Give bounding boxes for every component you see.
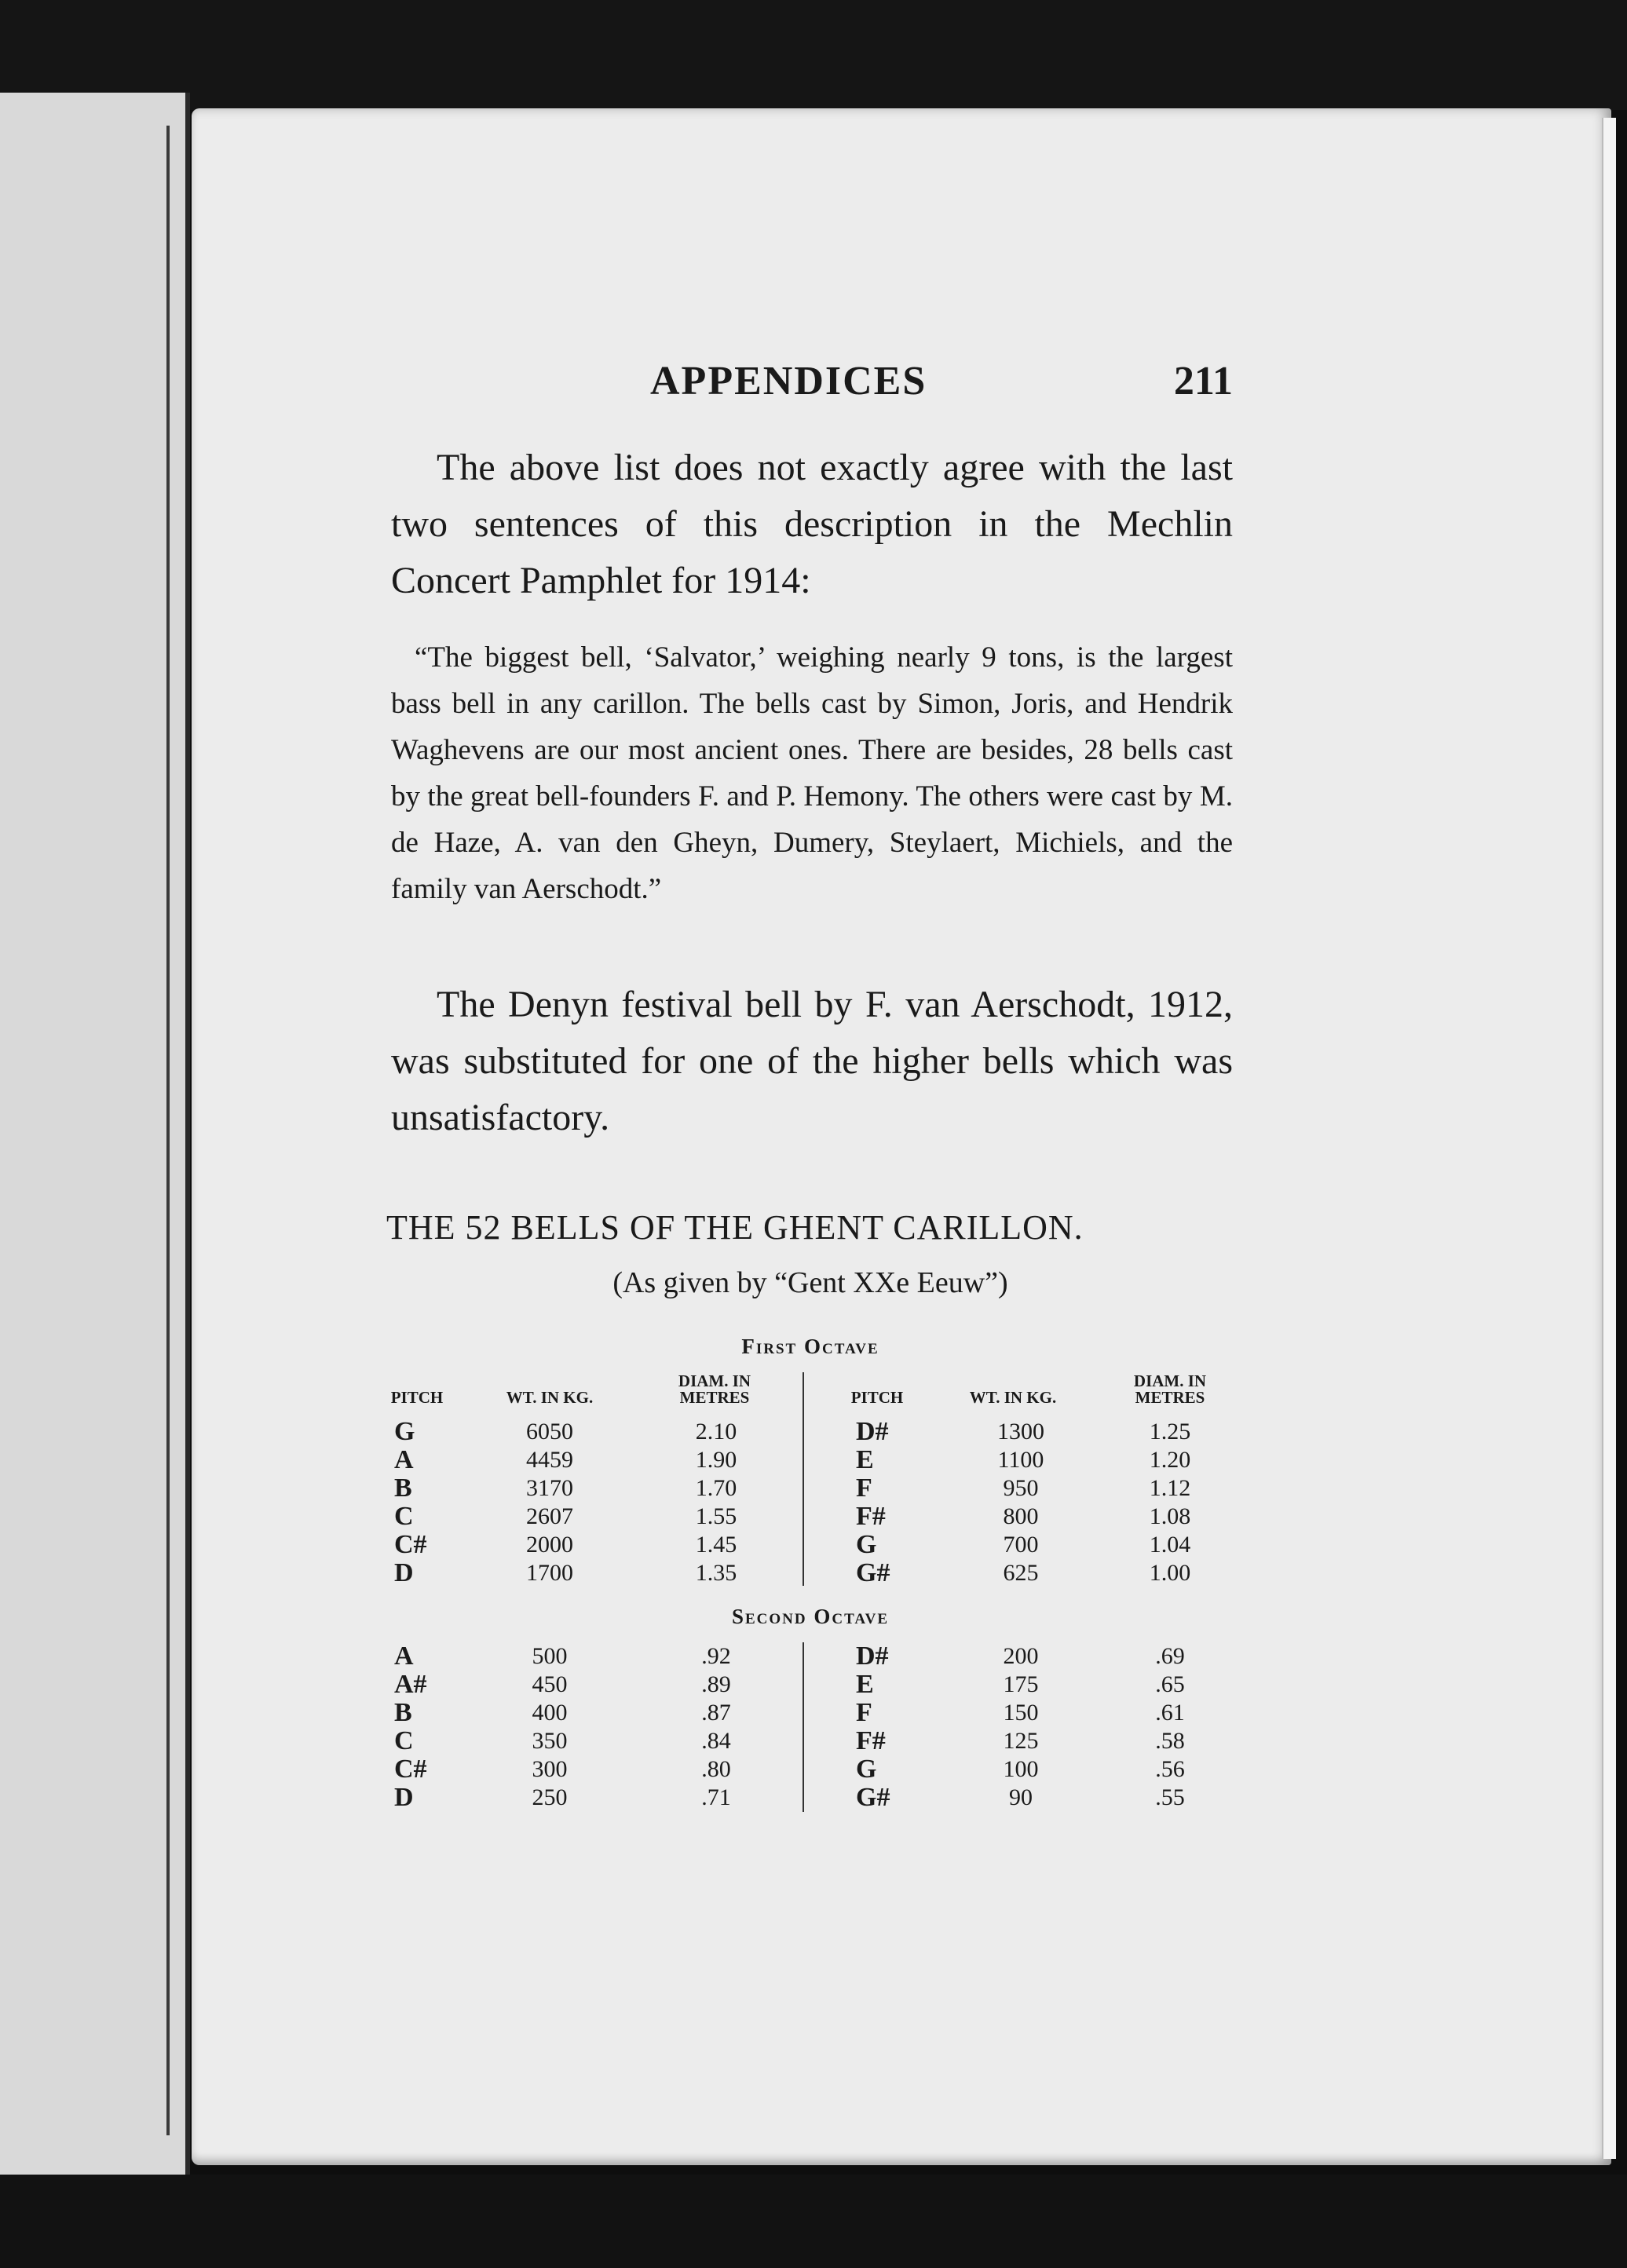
running-header-title: APPENDICES — [650, 359, 927, 404]
paragraph-denyn — [391, 977, 1233, 1146]
facing-page-edge — [0, 93, 190, 2181]
table-cell-diameter: .84 — [701, 1728, 731, 1754]
table-cell-diameter: 2.10 — [695, 1419, 737, 1444]
table-cell-weight: 450 — [532, 1671, 568, 1697]
table-cell-pitch: C# — [394, 1530, 427, 1559]
table-cell-weight: 90 — [1009, 1784, 1033, 1810]
table-cell-pitch: A — [394, 1642, 414, 1671]
column-header-weight: WT. IN KG. — [506, 1388, 594, 1407]
octave-label-second: Second Octave — [731, 1605, 890, 1628]
table-cell-pitch: E — [856, 1445, 874, 1474]
table-cell-diameter: 1.55 — [695, 1503, 737, 1529]
table-cell-diameter: 1.04 — [1149, 1532, 1191, 1558]
table-cell-diameter: 1.70 — [695, 1475, 737, 1501]
table-cell-diameter: .80 — [701, 1756, 731, 1782]
table-cell-pitch: A# — [394, 1670, 427, 1699]
page-fore-edge — [1602, 118, 1616, 2159]
table-cell-pitch: D# — [856, 1642, 889, 1671]
table-cell-weight: 950 — [1003, 1475, 1039, 1501]
column-header-weight: WT. IN KG. — [969, 1388, 1057, 1407]
table-cell-diameter: .89 — [701, 1671, 731, 1697]
page-number: 211 — [1173, 359, 1233, 404]
running-header — [391, 358, 1233, 413]
table-cell-weight: 3170 — [526, 1475, 573, 1501]
table-cell-weight: 4459 — [526, 1447, 573, 1473]
table-cell-weight: 175 — [1003, 1671, 1039, 1697]
table-cell-pitch: B — [394, 1698, 412, 1727]
table-cell-weight: 300 — [532, 1756, 568, 1782]
paragraph-intro — [391, 440, 1233, 609]
table-cell-pitch: G# — [856, 1558, 890, 1587]
table-cell-diameter: 1.25 — [1149, 1419, 1191, 1444]
table-cell-weight: 200 — [1003, 1643, 1039, 1669]
table-cell-weight: 100 — [1003, 1756, 1039, 1782]
table-cell-diameter: .58 — [1155, 1728, 1185, 1754]
column-divider — [803, 1372, 804, 1586]
gutter-line — [166, 126, 170, 2135]
table-cell-diameter: 1.35 — [695, 1560, 737, 1586]
table-cell-diameter: 1.20 — [1149, 1447, 1191, 1473]
table-cell-weight: 150 — [1003, 1700, 1039, 1726]
table-cell-pitch: G — [394, 1417, 415, 1446]
table-cell-diameter: .55 — [1155, 1784, 1185, 1810]
table-cell-pitch: F — [856, 1698, 872, 1727]
table-cell-pitch: F# — [856, 1726, 886, 1755]
table-cell-weight: 250 — [532, 1784, 568, 1810]
block-quote — [391, 634, 1233, 912]
table-cell-diameter: .87 — [701, 1700, 731, 1726]
table-cell-diameter: .56 — [1155, 1756, 1185, 1782]
table-cell-weight: 1300 — [997, 1419, 1044, 1444]
table-cell-pitch: C — [394, 1726, 414, 1755]
table-cell-pitch: D — [394, 1558, 414, 1587]
table-cell-pitch: C# — [394, 1755, 427, 1784]
octave-label-first: First Octave — [741, 1335, 879, 1358]
table-cell-diameter: 1.08 — [1149, 1503, 1191, 1529]
table-cell-diameter: 1.90 — [695, 1447, 737, 1473]
table-cell-weight: 700 — [1003, 1532, 1039, 1558]
table-cell-weight: 125 — [1003, 1728, 1039, 1754]
table-cell-weight: 625 — [1003, 1560, 1039, 1586]
column-header-diameter: DIAM. IN METRES — [1133, 1371, 1207, 1407]
column-header-pitch: PITCH — [850, 1388, 904, 1407]
table-cell-weight: 1700 — [526, 1560, 573, 1586]
column-header-diameter: DIAM. IN METRES — [678, 1371, 751, 1407]
table-cell-diameter: .61 — [1155, 1700, 1185, 1726]
table-title: THE 52 BELLS OF THE GHENT CARILLON. — [386, 1208, 1084, 1247]
table-cell-pitch: D# — [856, 1417, 889, 1446]
table-cell-diameter: .92 — [701, 1643, 731, 1669]
paragraph-intro-text: The above list does not exactly agree with the last two sentences of this description in the Mechlin Concert Pamphlet for 1914: — [391, 447, 1233, 601]
table-cell-pitch: G — [856, 1530, 877, 1559]
table-cell-pitch: G — [856, 1755, 877, 1784]
table-cell-pitch: C — [394, 1502, 414, 1531]
table-cell-weight: 500 — [532, 1643, 568, 1669]
table-cell-weight: 400 — [532, 1700, 568, 1726]
table-cell-weight: 6050 — [526, 1419, 573, 1444]
table-cell-pitch: A — [394, 1445, 414, 1474]
block-quote-text: “The biggest bell, ‘Salvator,’ weighing nearly 9 tons, is the largest bass bell in any carillon. The bells cast by Simon, Joris, and Hendrik Waghevens are our most ancient ones. There are besides, 28 bells cast by the great bell-founders F. and P. Hemony. The others were cast by M. de Haze, A. van den Gheyn, Dumery, Steylaert, Michiels, and the family van Aerschodt.” — [391, 641, 1233, 905]
column-header-pitch: PITCH — [390, 1388, 444, 1407]
scan-background-bottom — [0, 2175, 1627, 2268]
table-cell-weight: 2607 — [526, 1503, 573, 1529]
table-cell-diameter: .69 — [1155, 1643, 1185, 1669]
table-cell-weight: 1100 — [997, 1447, 1044, 1473]
table-cell-pitch: D — [394, 1783, 414, 1812]
table-cell-pitch: E — [856, 1670, 874, 1699]
table-subtitle: (As given by “Gent XXe Eeuw”) — [612, 1266, 1008, 1299]
table-cell-weight: 2000 — [526, 1532, 573, 1558]
table-cell-pitch: G# — [856, 1783, 890, 1812]
table-cell-pitch: F# — [856, 1502, 886, 1531]
scan-background-top — [0, 0, 1627, 110]
table-cell-pitch: F — [856, 1474, 872, 1503]
table-cell-weight: 800 — [1003, 1503, 1039, 1529]
table-cell-weight: 350 — [532, 1728, 568, 1754]
table-cell-diameter: .65 — [1155, 1671, 1185, 1697]
table-cell-diameter: .71 — [701, 1784, 731, 1810]
table-cell-diameter: 1.45 — [695, 1532, 737, 1558]
table-cell-diameter: 1.00 — [1149, 1560, 1191, 1586]
table-cell-diameter: 1.12 — [1149, 1475, 1191, 1501]
column-divider — [803, 1642, 804, 1812]
paragraph-denyn-text: The Denyn festival bell by F. van Aerschodt, 1912, was substituted for one of the higher bells which was unsatisfactory. — [391, 984, 1233, 1138]
table-cell-pitch: B — [394, 1474, 412, 1503]
